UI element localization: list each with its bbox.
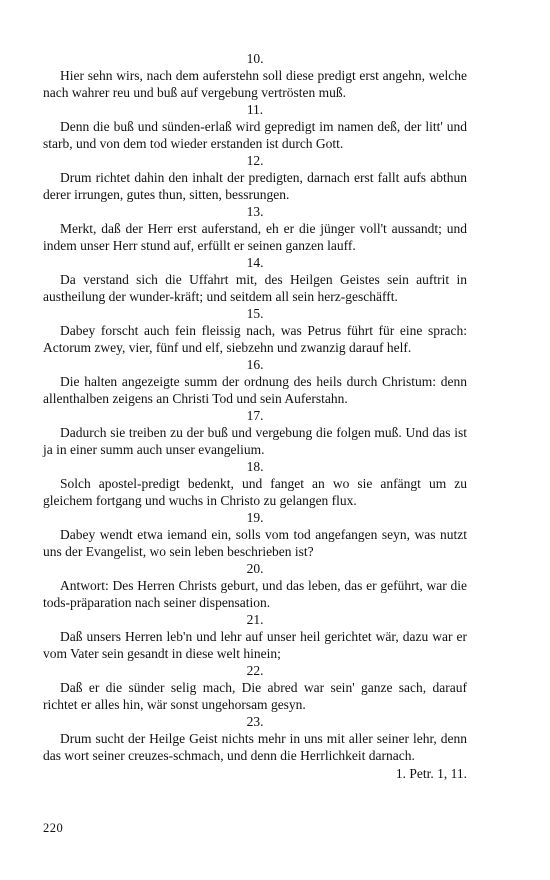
stanza-number: 11. [246,102,264,117]
stanza-text: Dabey forscht auch fein fleissig nach, was Petrus führt für eine sprach: Actorum zwey, vier, fünf und elf, siebzehn und zwanzig darauf helf. [43,323,467,355]
stanza [43,356,467,407]
stanza-number: 13. [246,204,264,219]
stanza-text: Solch apostel-predigt bedenkt, und fanget an wo sie anfängt um zu gleichem fortgang und wuchs in Christo zu gelangen flux. [43,476,467,508]
stanza-text: Dadurch sie treiben zu der buß und vergebung die folgen muß. Und das ist ja in einer summ auch unser evangelium. [43,425,467,457]
stanza-number: 17. [246,408,264,423]
stanza [43,407,467,458]
stanza [43,713,467,764]
stanza-text: Hier sehn wirs, nach dem auferstehn soll diese predigt erst angehn, welche nach wahrer reu und buß auf vergebung vertrösten muß. [43,68,467,100]
stanza [43,152,467,203]
stanza-number: 23. [246,714,264,729]
stanza-text: Drum richtet dahin den inhalt der predigten, darnach erst fallt aufs abthun derer irrungen, gutes thun, sitten, bessrungen. [43,170,467,202]
stanza [43,50,467,101]
stanza-number: 18. [246,459,264,474]
stanza [43,560,467,611]
stanza-number: 12. [246,153,264,168]
stanza-number: 19. [246,510,264,525]
stanza-number: 22. [246,663,264,678]
stanza-number: 10. [246,51,264,66]
stanza-number: 20. [246,561,264,576]
page-number: 220 [43,821,64,835]
stanza-text: Dabey wendt etwa iemand ein, solls vom tod angefangen seyn, was nutzt uns der Evangelist, wo sein leben beschrieben ist? [43,527,467,559]
page-content [43,50,467,782]
stanza-number: 15. [246,306,264,321]
stanza-text: Denn die buß und sünden-erlaß wird gepredigt im namen deß, der litt' und starb, und von dem tod wieder erstanden ist durch Gott. [43,119,467,151]
stanza [43,101,467,152]
stanza-text: Die halten angezeigte summ der ordnung des heils durch Christum: denn allenthalben zeigens an Christi Tod und sein Auferstahn. [43,374,467,406]
stanza-text: Da verstand sich die Uffahrt mit, des Heilgen Geistes sein auftrit in austheilung der wunder-kräft; und seitdem all sein herz-geschäfft. [43,272,467,304]
stanza-number: 16. [246,357,264,372]
stanza [43,458,467,509]
stanza-text: Drum sucht der Heilge Geist nichts mehr in uns mit aller seiner lehr, denn das wort seiner creuzes-schmach, und denn die Herrlichkeit darnach. [43,731,467,763]
scripture-reference: 1. Petr. 1, 11. [395,766,467,781]
stanza-text: Daß unsers Herren leb'n und lehr auf unser heil gerichtet wär, dazu war er vom Vater sein gesandt in diese welt hinein; [43,629,467,661]
stanza-text: Merkt, daß der Herr erst auferstand, eh er die jünger voll't aussandt; und indem unser Herr stund auf, erfüllt er seinen ganzen lauff. [43,221,467,253]
stanza-number: 21. [246,612,264,627]
stanza-number: 14. [246,255,264,270]
stanza [43,509,467,560]
stanza [43,662,467,713]
stanza-text: Antwort: Des Herren Christs geburt, und das leben, das er geführt, war die tods-präparation nach seiner dispensation. [43,578,467,610]
stanza [43,203,467,254]
stanza [43,254,467,305]
stanza [43,611,467,662]
stanza-text: Daß er die sünder selig mach, Die abred war sein' ganze sach, darauf richtet er alles hin, wär sonst ungehorsam gesyn. [43,680,467,712]
stanza [43,305,467,356]
